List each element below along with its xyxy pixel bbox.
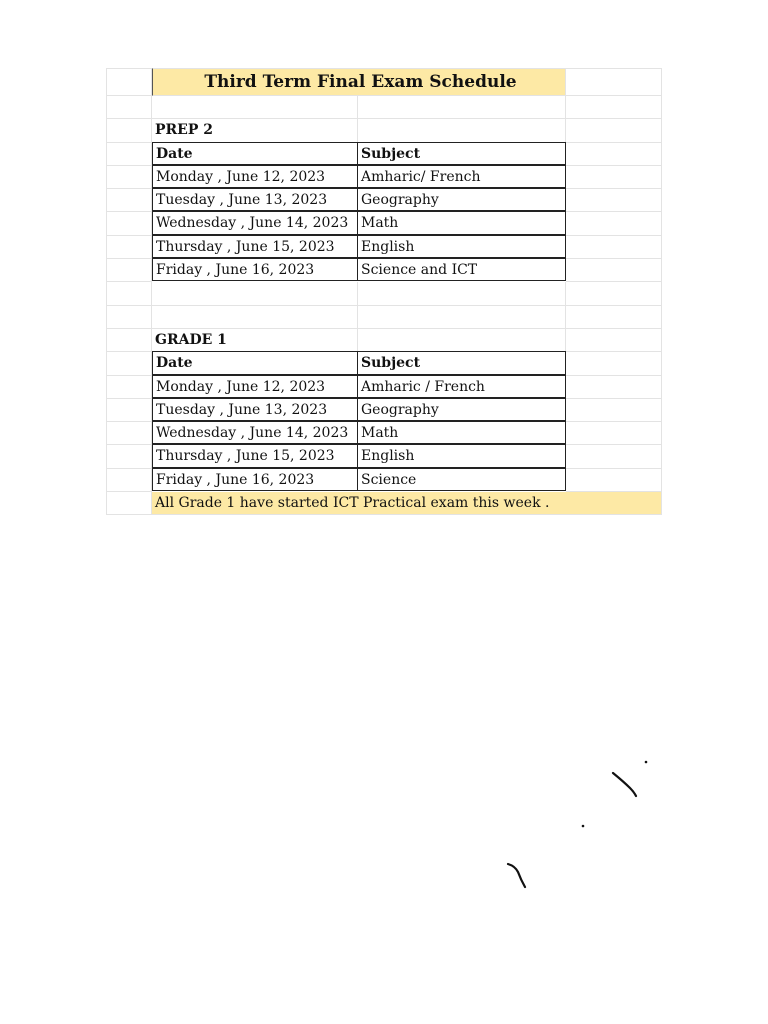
subject-column-header: Subject (357, 351, 566, 374)
pen-stroke (508, 864, 525, 887)
ict-note: All Grade 1 have started ICT Practical exam this week . (152, 492, 662, 515)
pen-dot (645, 761, 648, 764)
exam-subject: Amharic / French (357, 375, 566, 398)
pen-dot (582, 825, 585, 828)
exam-date: Thursday , June 15, 2023 (152, 235, 358, 258)
exam-subject: Geography (357, 188, 566, 211)
date-column-header: Date (152, 142, 358, 165)
exam-date: Tuesday , June 13, 2023 (152, 398, 358, 421)
exam-date: Friday , June 16, 2023 (152, 468, 358, 491)
section-heading: PREP 2 (152, 119, 358, 142)
exam-date: Monday , June 12, 2023 (152, 375, 358, 398)
exam-subject: Amharic/ French (357, 165, 566, 188)
pen-stroke (613, 773, 636, 796)
exam-date: Wednesday , June 14, 2023 (152, 211, 358, 234)
exam-subject: Math (357, 211, 566, 234)
exam-subject: Science (357, 468, 566, 491)
exam-date: Tuesday , June 13, 2023 (152, 188, 358, 211)
exam-date: Friday , June 16, 2023 (152, 258, 358, 281)
exam-date: Thursday , June 15, 2023 (152, 444, 358, 467)
exam-subject: English (357, 235, 566, 258)
exam-subject: English (357, 444, 566, 467)
page-title: Third Term Final Exam Schedule (152, 68, 566, 96)
subject-column-header: Subject (357, 142, 566, 165)
exam-date: Wednesday , June 14, 2023 (152, 421, 358, 444)
exam-subject: Science and ICT (357, 258, 566, 281)
section-heading: GRADE 1 (152, 329, 358, 352)
exam-subject: Geography (357, 398, 566, 421)
date-column-header: Date (152, 351, 358, 374)
exam-subject: Math (357, 421, 566, 444)
exam-date: Monday , June 12, 2023 (152, 165, 358, 188)
